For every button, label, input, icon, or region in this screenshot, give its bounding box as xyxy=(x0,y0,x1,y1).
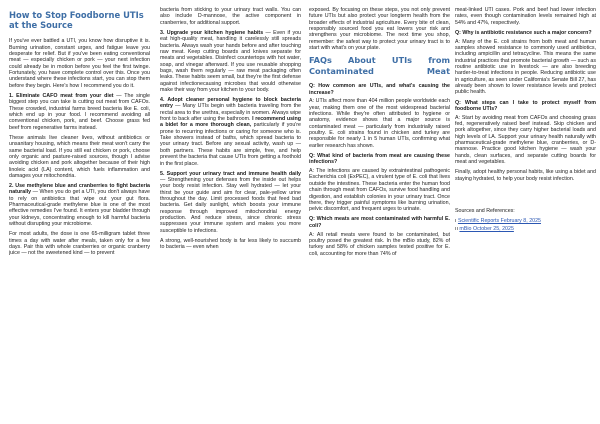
finally-paragraph: Finally, adopt healthy personal habits, like using a bidet and staying hydrated, to help your body resist infection. xyxy=(455,169,596,182)
reference-link-2[interactable]: mBio October 25, 2025 xyxy=(459,226,514,233)
faq-answer-2: A: The infections are caused by extraintestinal pathogenic Escherichia coli (ExPEC), a virulent type of E. coli that lives outside the intestines. These bacteria enter the human food chain through meat from CAFOs, survive food handling and digestion, and establish colonies in your urinary tract. Once there, they trigger painful symptoms like burning urination, pelvic discomfort, and frequent urges to urinate. xyxy=(309,168,450,213)
faq-answer-3: A: All retail meats were found to be contaminated, but poultry posed the greatest risk. In the mBio study, 82% of turkey and 58% of chicken samples tested positive for E. coli, accounting for more than 74% of xyxy=(309,231,450,257)
tip-4-paragraph xyxy=(160,97,301,167)
sources-heading: Sources and References: xyxy=(455,207,515,214)
tip-1-text: — The single biggest step you can take is cutting out meat from CAFOs. These crowded, industrial farms breed bacteria like E. coli, which end up in your food. I recommend avoiding all conventional chicken, pork, and beef. Choose grass fed beef from regenerative farms instead. xyxy=(9,92,150,131)
column-2 xyxy=(160,7,301,419)
faq-question-1: Q: How common are UTIs, and what's causing the increase? xyxy=(309,83,450,96)
faq-question-3: Q: Which meats are most contaminated with harmful E. coli? xyxy=(309,216,450,229)
column-1 xyxy=(9,7,150,419)
tip-2-text: — When you do get a UTI, you don't always have to rely on antibiotics that wipe out your gut flora. Pharmaceutical-grade methylene blue is one of the most effective remedies I've found. It enters your bladder through your kidneys, concentrating enough to kill harmful bacteria without disrupting your microbiome. xyxy=(9,189,150,228)
tip-3-paragraph xyxy=(160,30,301,93)
tip-5-paragraph xyxy=(160,171,301,234)
tip-3-text: — Even if you eat high-quality meat, handling it carelessly still spreads bacteria. Always wash your hands before and after touching raw meat. Keep cutting boards and knives separate for meats and vegetables. Disinfect countertops with hot water, soap, and vinegar afterward. If you use reusable shopping bags, wash them regularly — raw meat packaging often leaks. These habits seem small, but they're the first defense against infectionecausing microbes that would otherwise make their way from your kitchen to your body. xyxy=(160,29,301,93)
reference-item xyxy=(455,218,596,224)
faq-question-5: Q: What steps can I take to protect myself from foodborne UTIs? xyxy=(455,99,596,112)
continued-paragraph: bacteria from sticking to your urinary tract walls. You can also include D-mannose, the active component in cranberries, for additional support. xyxy=(160,7,301,26)
tip-1-paragraph xyxy=(9,93,150,131)
faq-question-4: Q: Why is antibiotic resistance such a major concern? xyxy=(455,29,592,36)
tip-5-heading: 5. Support your urinary tract and immune health daily xyxy=(160,170,301,177)
faq-answer-4: A: Many of the E. coli strains from both meat and human samples showed resistance to commonly used antibiotics, including ampicillin and tetracycline. This means the same industrial practices that promote bacterial growth — such as routine antibiotic use in livestock — are also breeding harder-to-treat infections in people. Reducing antibiotic use in agriculture, as seen under California's Senate Bill 27, has already been shown to lower resistance levels and protect public health. xyxy=(455,38,596,96)
animals-paragraph: These animals live cleaner lives, without antibiotics or unsanitary housing, which means their meat won't carry the same bacterial load. If you still eat chicken or pork, choose only organic and pasture-raised sources, though I advise avoiding chicken and pork altogether because of their high linoleic acid (LA) content, which fuels inflammation and damages your mitochondria. xyxy=(9,134,150,179)
strong-body-paragraph: A strong, well-nourished body is far less likely to succumb to bacteria — even when xyxy=(160,237,301,251)
exposed-paragraph: exposed. By focusing on these steps, you not only prevent future UTIs but also protect your longterm health from the broader effects of industrial agriculture. Every bite of clean, responsibly sourced food you eat lowers your risk and strengthens your microbiome. The next time you shop, remember: the safest way to protect your urinary tract is to start with what's on your plate. xyxy=(309,7,450,52)
tip-4-text-b: particularly if you're prone to recurring infections or caring for someone who is. Take showers instead of baths, which spread bacteria to your urinary tract. Before any sexual activity, wash up — both partners. These habits are simple, free, and help prevent the bacteria that cause UTIs from getting a foothold in the first place. xyxy=(160,122,301,167)
faq-answer-5: A: Start by avoiding meat from CAFOs and choosing grass fed, regeneratively raised beef instead. Skip chicken and pork altogether, since they carry higher bacterial loads and high levels of LA. Support your urinary health naturally with pharmaceutical-grade methylene blue, cranberries, or D-mannose. Practice good kitchen hygiene — wash your hands, clean surfaces, and separate cutting boards for meat and vegetables. xyxy=(455,114,596,166)
tip-5-text: — Strengthening your defenses from the inside out helps your body resist infection. Stay well hydrated — let your thirst be your guide and aim for clear, pale-yellow urine throughout the day. Limit processed foods that feed bad bacteria. Get daily sunlight, which boosts your immune response through improved mitochondrial energy production. And reduce stress, since chronic stress suppresses your immune system and makes you more susceptible to infections. xyxy=(160,176,301,234)
tip-2-paragraph xyxy=(9,183,150,227)
tip-1-heading: 1. Eliminate CAFO meat from your diet xyxy=(9,92,114,99)
reference-link-1[interactable]: Scientific Reports February 8, 2025 xyxy=(457,218,541,225)
faq-answer-1: A: UTIs affect more than 404 million people worldwide each year, making them one of the most widespread bacterial infections. While they're often attributed to hygiene or anatomy, evidence shows that a major source is contaminated meat — particularly from industrially raised poultry. E. coli strains found in chicken and turkey are responsible for nearly 1 in 5 human UTIs, confirming what earlier research has shown. xyxy=(309,98,450,149)
tip-4-heading: 4. Adopt cleaner personal hygiene to block bacteria entry xyxy=(160,97,301,110)
column-4 xyxy=(455,7,596,419)
tip-3-heading: 3. Upgrade your kitchen hygiene habits xyxy=(160,29,264,36)
faq-heading: FAQs About UTIs from Contaminated Meat xyxy=(309,55,450,77)
intro-paragraph: If you've ever battled a UTI, you know how disruptive it is. Burning urination, constant urges, and fatigue leave you desperate for relief. But if you've been eating conventional meat — especially chicken or pork — your next infection could already be in motion before you feel the first twinge. Fortunately, you have complete control over this. Once you understand where these infections start, you can stop them before they begin. Here's how I recommend you do it. xyxy=(9,38,150,89)
reference-bullet: ıı xyxy=(455,226,460,233)
column-3 xyxy=(309,7,450,419)
tip-4-text-a: — Many UTIs begin with bacteria traveling from the rectal area to the urethra, especially in women. Always wipe front to back after using the bathroom. xyxy=(160,103,301,123)
meat-linked-paragraph: meat-linked UTI cases. Pork and beef had lower infection rates, even though contamination levels remained high at 54% and 47%, respectively. xyxy=(455,7,596,26)
tip-4-bidet-highlight: I recommend using a bidet for a more thorough clean, xyxy=(160,116,301,129)
dosage-paragraph: For most adults, the dose is one 65-milligram tablet three times a day with water after meals, taken only for a few days. Pair this with whole cranberries or organic cranberry juice — not the sweetened kind — to prevent xyxy=(9,231,150,257)
article-title: How to Stop Foodborne UTIs at the Source xyxy=(9,10,144,31)
faq-question-2: Q: What kind of bacteria from meat are causing these infections? xyxy=(309,152,450,166)
tip-2-heading: 2. Use methylene blue and cranberries to fight bacteria naturally xyxy=(9,183,150,196)
reference-item xyxy=(455,226,596,232)
reference-bullet: ı xyxy=(455,218,458,225)
